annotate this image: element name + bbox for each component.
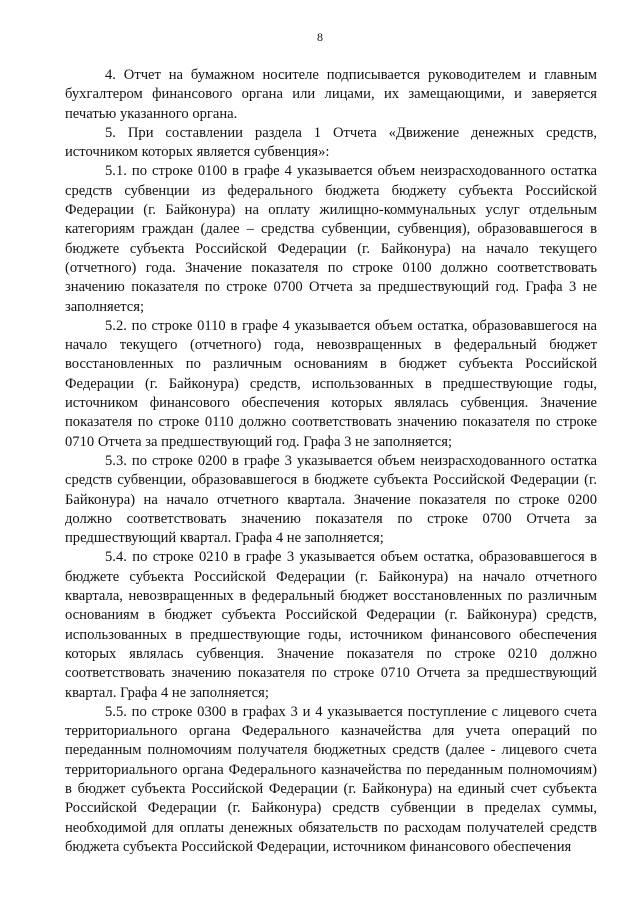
paragraph-5-5: 5.5. по строке 0300 в графах 3 и 4 указывается поступление с лицевого счета территориального органа Федерального казначейства для учета операций по переданным полномочиям получателя бюджетных средств (далее - лицевого счета территориального органа Федерального казначейства по переданным полномочиям) в бюджет субъекта Российской Федерации (г. Байконура) на единый счет субъекта Российской Федерации (г. Байконура) средств субвенции в пределах суммы, необходимой для оплаты денежных обязательств по расходам получателей средств бюджета субъекта Российской Федерации, источником финансового обеспечения <box>65 703 597 855</box>
paragraph-4: 4. Отчет на бумажном носителе подписывается руководителем и главным бухгалтером финансового органа или лицами, их замещающими, и заверяется печатью указанного органа. <box>65 67 597 122</box>
document-body <box>65 66 597 857</box>
paragraph-5-3: 5.3. по строке 0200 в графе 3 указывается объем неизрасходованного остатка средств субвенции, образовавшегося в бюджете субъекта Российской Федерации (г. Байконура) на начало отчетного квартала. Значение показателя по строке 0200 должно соответствовать значению показателя по строке 0700 Отчета за предшествующий квартал. Графа 4 не заполняется; <box>65 452 597 547</box>
paragraph-5: 5. При составлении раздела 1 Отчета «Движение денежных средств, источником которых является субвенция»: <box>65 124 597 161</box>
paragraph-5-4: 5.4. по строке 0210 в графе 3 указывается объем остатка, образовавшегося в бюджете субъекта Российской Федерации (г. Байконура) на начало отчетного квартала, невозвращенных в федеральный бюджет восстановленных по различным основаниям в бюджет субъекта Российской Федерации (г. Байконура) средств, использованных в предшествующие годы, источником финансового обеспечения которых являлась субвенция. Значение показателя по строке 0210 должно соответствовать значению показателя по строке 0710 Отчета за предшествующий квартал. Графа 4 не заполняется; <box>65 549 597 701</box>
page-number: 8 <box>317 30 323 44</box>
paragraph-5-1: 5.1. по строке 0100 в графе 4 указывается объем неизрасходованного остатка средств субвенции из федерального бюджета бюджету субъекта Российской Федерации (г. Байконура) на оплату жилищно-коммунальных услуг отдельным категориям граждан (далее – средства субвенции, субвенция), образовавшегося в бюджете субъекта Российской Федерации (г. Байконура) на начало текущего (отчетного) года. Значение показателя по строке 0100 должно соответствовать значению показателя по строке 0700 Отчета за предшествующий год. Графа 3 не заполняется; <box>65 163 597 315</box>
paragraph-5-2: 5.2. по строке 0110 в графе 4 указывается объем остатка, образовавшегося на начало текущего (отчетного) года, невозвращенных в федеральный бюджет восстановленных по различным основаниям в бюджет субъекта Российской Федерации (г. Байконура) средств, использованных в предшествующие годы, источником финансового обеспечения которых являлась субвенция. Значение показателя по строке 0110 должно соответствовать значению показателя по строке 0710 Отчета за предшествующий год. Графа 3 не заполняется; <box>65 317 597 450</box>
